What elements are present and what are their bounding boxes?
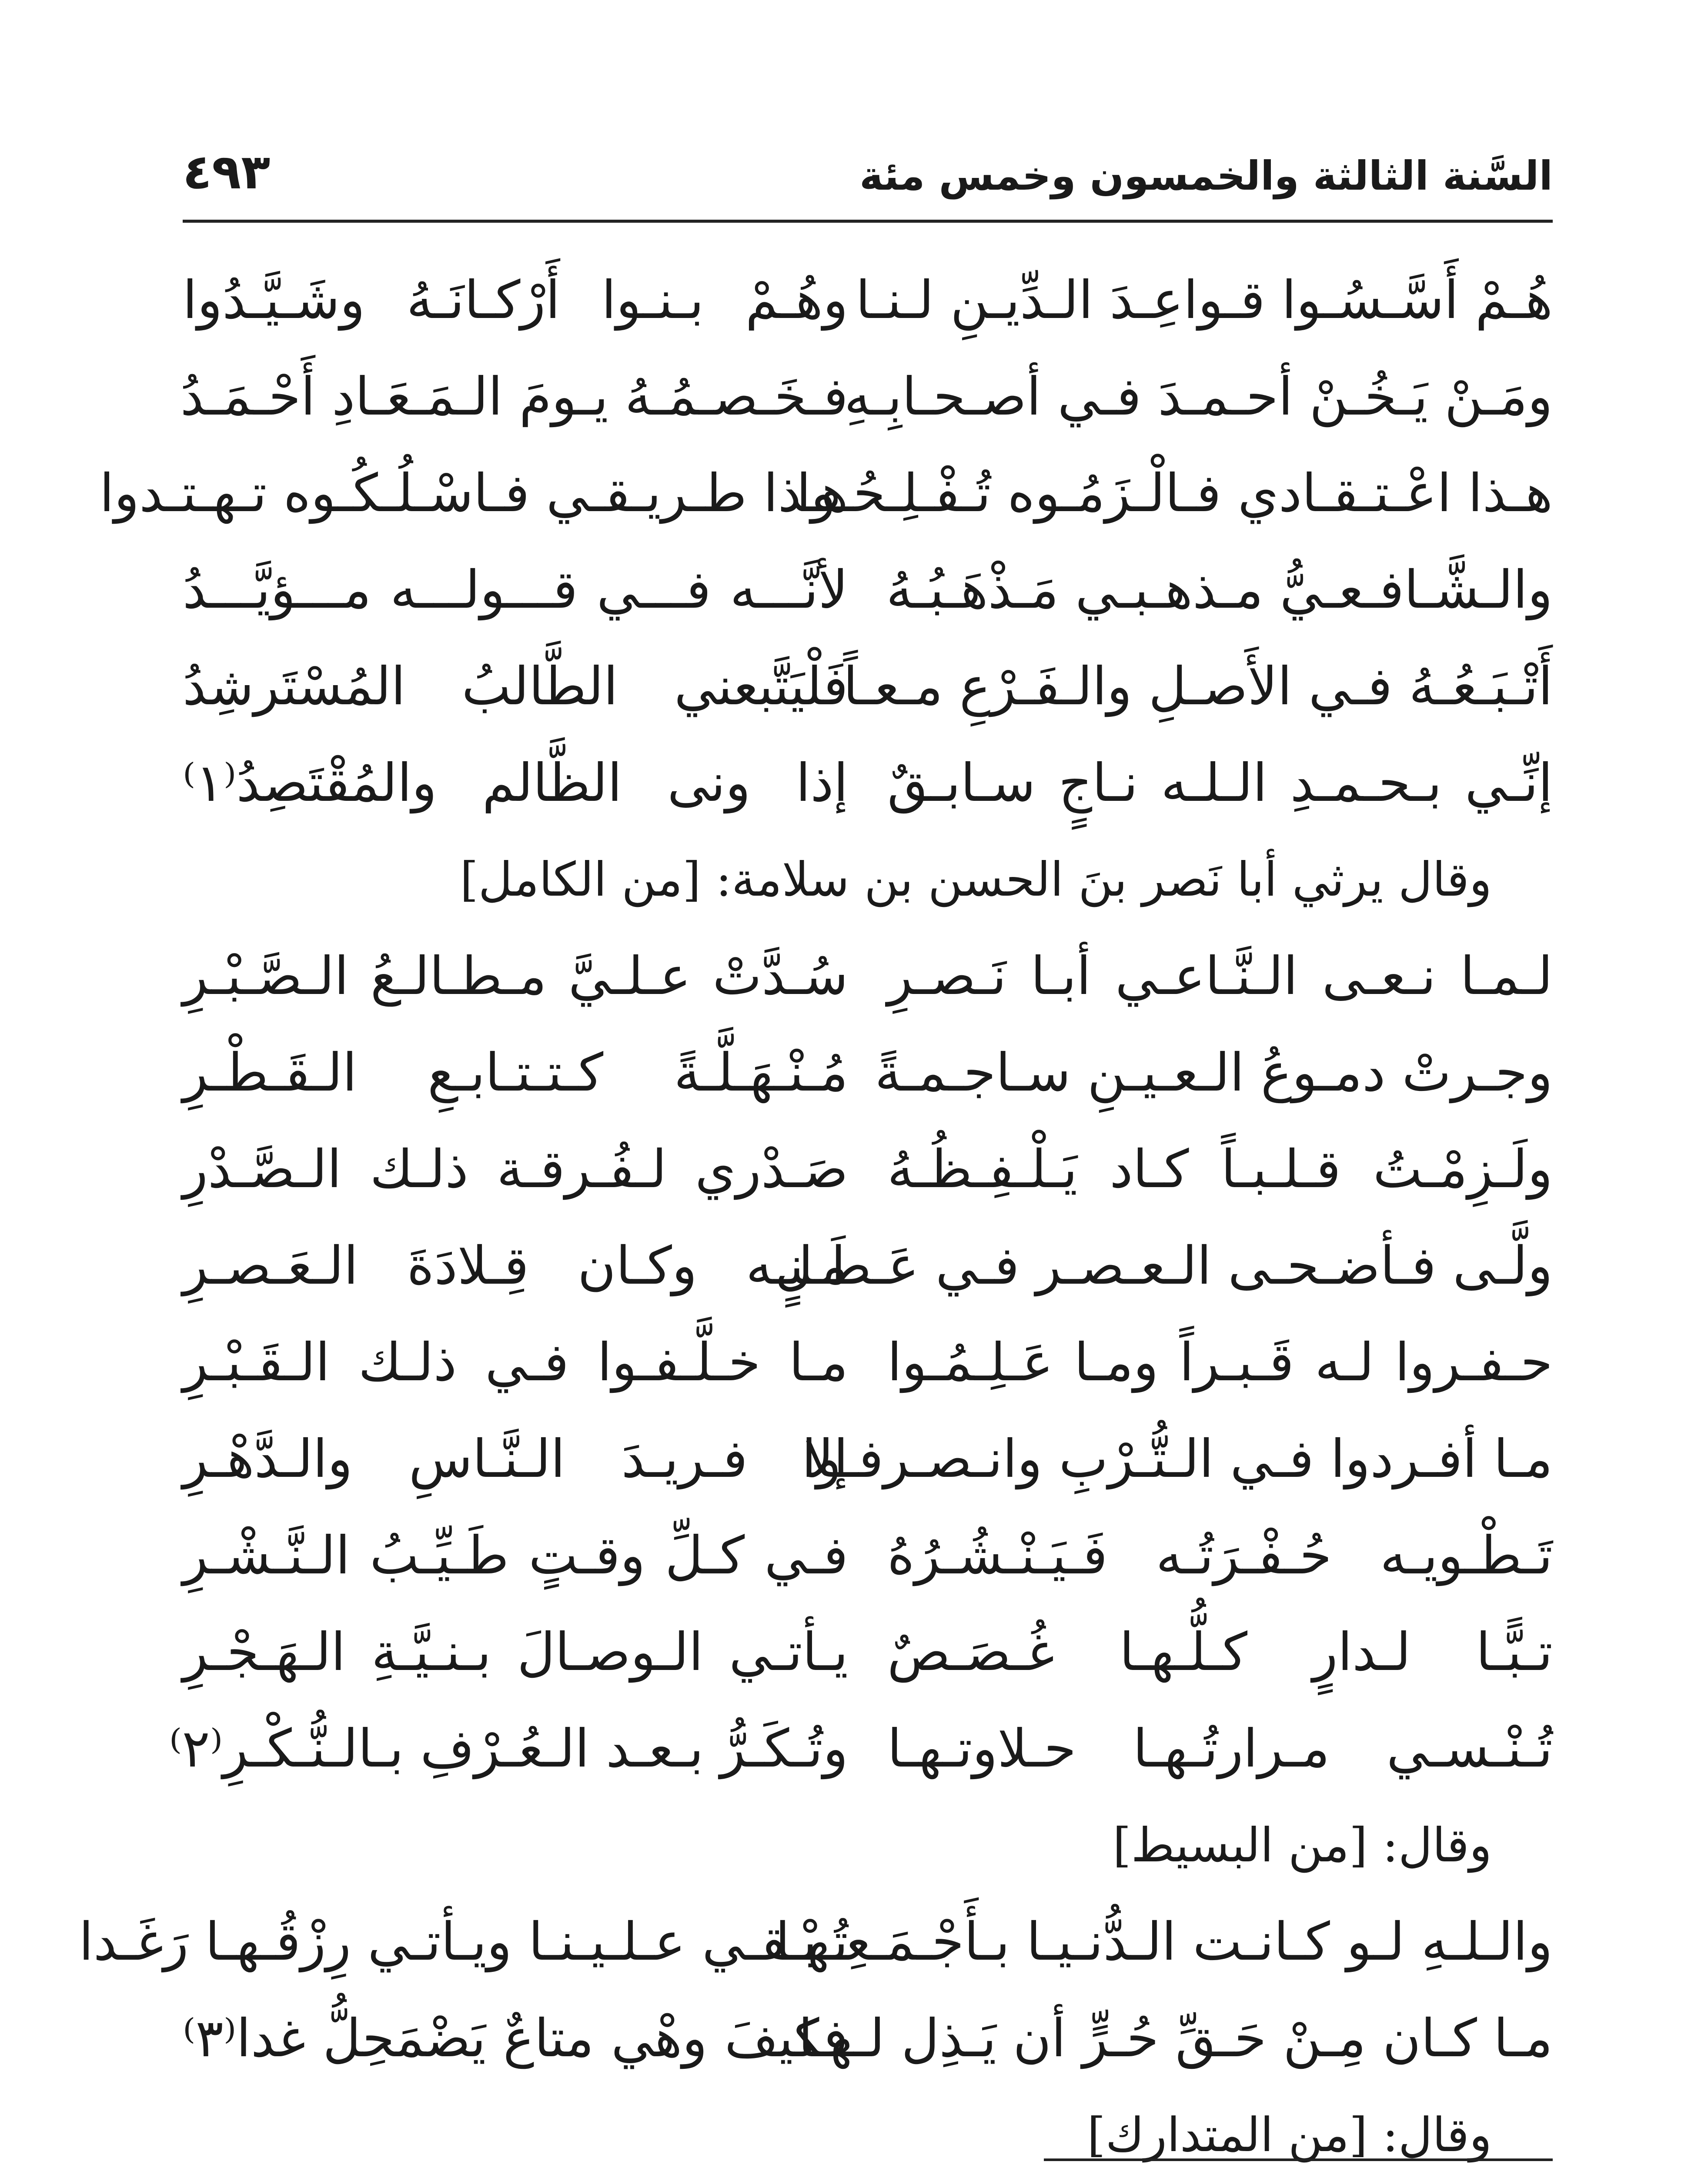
second-hemistich: يـأتـي الـوصـالَ بـنـيَّـةِ الـهَـجْـرِ bbox=[183, 1622, 848, 1683]
verse-line bbox=[99, 445, 1553, 542]
poem-1 bbox=[99, 252, 1553, 832]
first-hemistich: هـذا اعْـتـقـادي فـالْـزَمُـوه تُـفْـلِـحُـوا bbox=[796, 463, 1553, 524]
first-hemistich: والـلـهِ لـو كـانـت الـدُّنـيـا بـأَجْـمَـعِـهـا bbox=[775, 1912, 1553, 1972]
first-hemistich: والـشَّـافـعـيُّ مـذهـبـي مَـذْهَـبُـهُ bbox=[886, 560, 1553, 620]
poem-3-intro: وقال: [من البسيط] bbox=[1113, 1818, 1492, 1873]
second-hemistich: تُـبْـقـي عـلـيـنـا ويـأتـي رِزْقُـهـا رَغَـدا bbox=[79, 1912, 848, 1972]
header-rule bbox=[183, 220, 1553, 223]
second-hemistich: فَلْيَتَّبعني الطَّالبُ المُسْتَرشِدُ bbox=[183, 656, 848, 717]
first-hemistich: تَـطْـويـه حُـفْـرَتُـه فَـيَـنْـشُـرُهُ bbox=[887, 1526, 1553, 1586]
first-hemistich: ولَّـى فـأضـحـى الـعـصـر فـي عَـطَـلٍ bbox=[775, 1236, 1553, 1296]
verse-line bbox=[169, 1701, 1553, 1797]
verse-line bbox=[183, 1121, 1553, 1218]
verse-line bbox=[183, 1218, 1553, 1315]
footnote-rule bbox=[1044, 2158, 1553, 2161]
poem-2 bbox=[169, 928, 1553, 1797]
page-body bbox=[79, 252, 1553, 2175]
first-hemistich: وجـرتْ دمـوعُ الـعـيـنِ سـاجـمـةً bbox=[875, 1043, 1553, 1103]
verse-line bbox=[183, 1411, 1553, 1508]
verse-line bbox=[180, 349, 1553, 445]
first-hemistich: إنِّـي بـحـمـدِ الـلـه نـاجٍ سـابـقٌ bbox=[887, 753, 1553, 813]
second-hemistich: هـذا طـريـقـي فـاسْـلُـكُـوه تـهـتـدوا bbox=[99, 463, 848, 524]
first-hemistich: ومَـنْ يَـخُـنْ أحـمـدَ فـي أصـحـابِـهِ bbox=[844, 367, 1553, 427]
verse-line bbox=[183, 1604, 1553, 1701]
first-hemistich: مـا أفـردوا فـي الـتُّـرْبِ وانـصـرفـوا bbox=[802, 1429, 1553, 1489]
second-hemistich: وتُـكَـرُّ بـعـد الـعُـرْفِ بـالـنُّـكْـرِ⁽٢⁾ bbox=[169, 1719, 848, 1779]
page-header bbox=[183, 144, 1553, 231]
verse-line bbox=[183, 252, 1553, 349]
first-hemistich: مـا كـان مِـنْ حَـقِّ حُـرٍّ أن يَـذِل لـهـا bbox=[798, 2008, 1553, 2069]
page-number: ٤٩٣ bbox=[183, 144, 271, 200]
first-hemistich: حـفـروا لـه قَـبـراً ومـا عَـلِـمُـوا bbox=[887, 1332, 1553, 1393]
verse-line bbox=[183, 1508, 1553, 1604]
second-hemistich: فـي كـلِّ وقـتٍ طَـيِّـبُ الـنَّـشْـرِ bbox=[183, 1526, 848, 1586]
verse-line bbox=[183, 1315, 1553, 1411]
verse-line bbox=[79, 1894, 1553, 1991]
second-hemistich: سُـدَّتْ عـلـيَّ مـطـالـعُ الـصَّـبْـرِ bbox=[183, 946, 848, 1007]
second-hemistich: لأنَّـــه فـــي قـــولـــه مـــؤيَّـــدُ bbox=[183, 560, 848, 620]
second-hemistich: فـخَـصـمُـهُ يـومَ الـمَـعَـادِ أَحْـمَـدُ bbox=[180, 367, 848, 427]
second-hemistich: إذا ونى الظَّالم والمُقْتَصِدُ⁽١⁾ bbox=[183, 753, 848, 813]
verse-line bbox=[183, 735, 1553, 832]
second-hemistich: مُـنْـهَـلَّـةً كـتـتـابـعِ الـقَـطْـرِ bbox=[183, 1043, 848, 1103]
verse-line bbox=[183, 639, 1553, 735]
first-hemistich: ولَـزِمْـتُ قـلـبـاً كـاد يَـلْـفِـظُـهُ bbox=[887, 1139, 1553, 1200]
first-hemistich: هُـمْ أَسَّـسُـوا قـواعِـدَ الـدِّيـنِ لـنـا bbox=[856, 270, 1553, 331]
second-hemistich: صَـدْري لـفُـرقـة ذلـك الـصَّـدْرِ bbox=[183, 1139, 848, 1200]
poem-4-intro: وقال: [من المتدارك] bbox=[1087, 2108, 1492, 2162]
first-hemistich: تـبًّـا لـدارٍ كـلُّـهـا غُـصَـصٌ bbox=[887, 1622, 1553, 1683]
verse-line bbox=[183, 542, 1553, 639]
second-hemistich: مـنـه وكـان قِـلادَةَ الـعَـصـرِ bbox=[183, 1236, 848, 1296]
verse-line bbox=[183, 1025, 1553, 1121]
second-hemistich: مـا خـلَّـفـوا فـي ذلـك الـقَـبْـرِ bbox=[183, 1332, 848, 1393]
verse-line bbox=[183, 1991, 1553, 2087]
first-hemistich: تُـنْـسـي مـرارتُـهـا حـلاوتـهـا bbox=[887, 1719, 1553, 1779]
first-hemistich: لـمـا نـعـى الـنَّـاعـي أبـا نَـصـرِ bbox=[887, 946, 1553, 1007]
second-hemistich: فكيفَ وهْي متاعٌ يَضْمَحِلُّ غدا⁽٣⁾ bbox=[183, 2008, 848, 2069]
running-title: السَّنة الثالثة والخمسون وخمس مئة bbox=[859, 153, 1553, 199]
poem-3 bbox=[79, 1894, 1553, 2087]
second-hemistich: إلا فـريـدَ الـنَّـاسِ والـدَّهْـرِ bbox=[183, 1429, 848, 1489]
second-hemistich: وهُـمْ بـنـوا أَرْكـانَـهُ وشَـيَّـدُوا bbox=[183, 270, 848, 331]
verse-line bbox=[183, 928, 1553, 1025]
poem-2-intro: وقال يرثي أبا نَصر بنَ الحسن بن سلامة: [من الكامل] bbox=[460, 853, 1492, 907]
first-hemistich: أَتْـبَـعُـهُ فـي الأَصـلِ والـفَـرْعِ مـعـاً bbox=[843, 656, 1553, 717]
